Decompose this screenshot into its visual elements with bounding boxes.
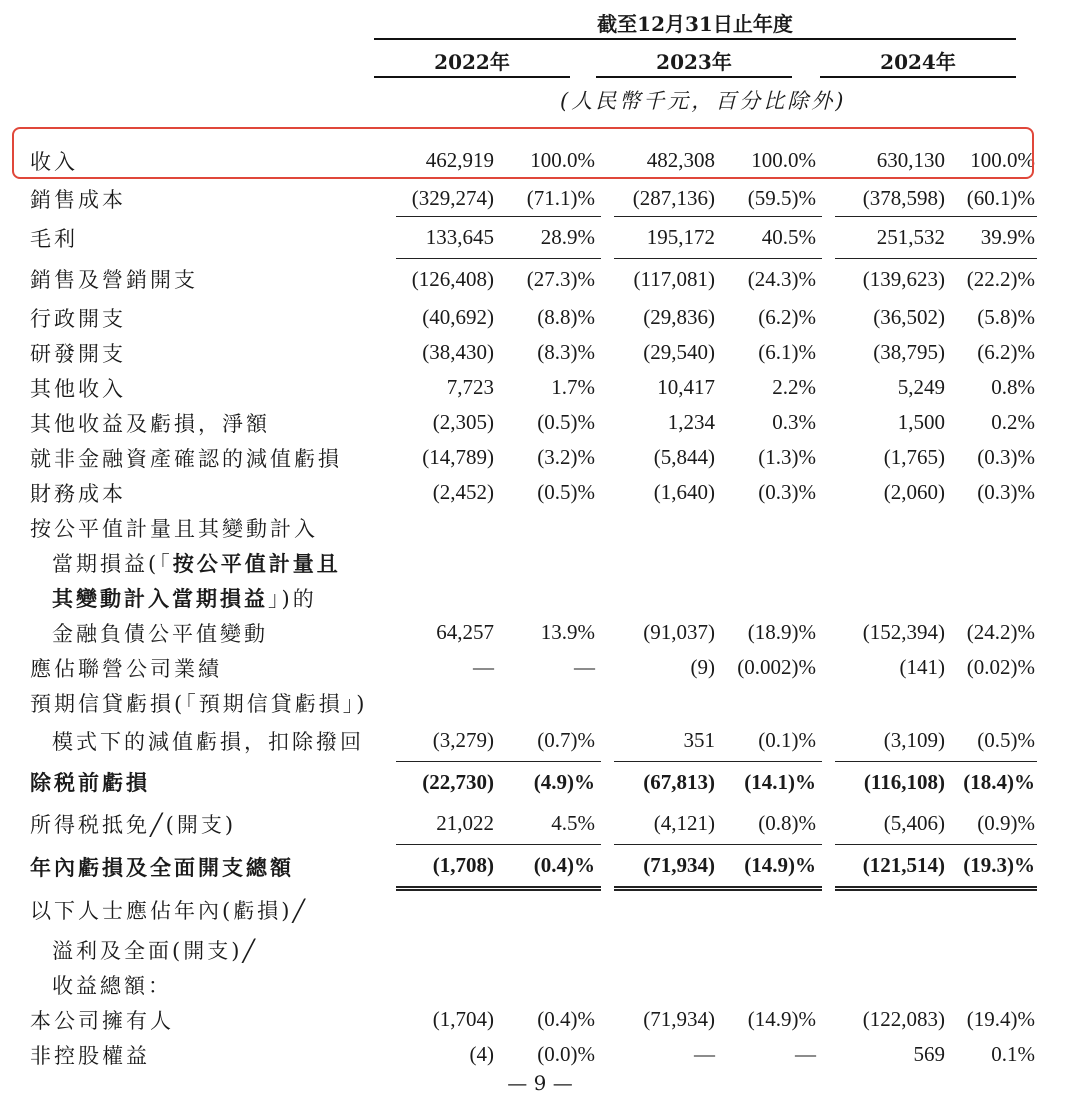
cell-2024-amount: (141)	[899, 655, 945, 679]
table-row-fvtpl-heading-2	[30, 545, 1037, 580]
cell-2023-pct: (59.5)%	[721, 181, 822, 217]
cell-2023-pct: (0.3)%	[758, 480, 816, 504]
row-label: 銷售成本	[30, 187, 126, 212]
cell-2024-pct: 39.9%	[951, 217, 1037, 259]
cell-2023-pct: (6.1)%	[758, 340, 816, 364]
cell-2024-amount: 630,130	[876, 148, 945, 172]
row-label: 金融負債公平值變動	[52, 621, 268, 646]
cell-2022-amount: (126,408)	[411, 267, 494, 291]
cell-2022-amount: 21,022	[396, 803, 500, 845]
table-row-gross-profit	[30, 217, 1037, 259]
cell-2024-pct: (22.2)%	[966, 267, 1035, 291]
cell-2024-amount: (378,598)	[835, 181, 951, 217]
table-row-associates	[30, 650, 1037, 685]
cell-2022-amount: 462,919	[425, 148, 494, 172]
cell-2023-amount: 195,172	[614, 217, 721, 259]
table-row-impairment-nonfinancial	[30, 440, 1037, 475]
cell-2024-pct: 0.8%	[991, 375, 1035, 399]
cell-2023-amount: (67,813)	[643, 770, 715, 794]
row-label: 非控股權益	[30, 1043, 150, 1068]
table-row-other-income	[30, 370, 1037, 405]
cell-2022-pct: (4.9)%	[533, 770, 595, 794]
row-label: 其他收入	[30, 376, 126, 401]
table-row-non-controlling	[30, 1037, 1037, 1072]
cell-2024-pct: (24.2)%	[966, 620, 1035, 644]
cell-2024-pct: 100.0%	[970, 148, 1035, 172]
cell-2022-amount: 133,645	[396, 217, 500, 259]
year-rule-2023	[596, 76, 792, 78]
row-label: 收入	[30, 149, 78, 174]
cell-2022-amount: (3,279)	[396, 720, 500, 762]
cell-2023-amount: (29,540)	[643, 340, 715, 364]
cell-2022-pct: (8.8)%	[537, 305, 595, 329]
row-label: 按公平值計量且其變動計入	[30, 516, 318, 541]
cell-2022-pct: (0.4)%	[537, 1007, 595, 1031]
cell-2023-pct: 0.3%	[772, 410, 816, 434]
year-header-2023: 2023年	[656, 50, 732, 74]
table-row-loss-before-tax	[30, 762, 1037, 804]
year-rule-2022	[374, 76, 570, 78]
cell-2024-pct: (6.2)%	[977, 340, 1035, 364]
row-label: 收益總額：	[52, 973, 172, 998]
row-label: 就非金融資產確認的減值虧損	[30, 446, 342, 471]
row-label: 所得税抵免╱(開支)	[30, 812, 237, 837]
table-row-attributable-heading-1	[30, 889, 1037, 933]
row-label: 銷售及營銷開支	[30, 268, 198, 293]
table-row-admin-expenses	[30, 300, 1037, 335]
row-label: 毛利	[30, 226, 78, 251]
row-label: 溢利及全面(開支)╱	[52, 938, 259, 963]
cell-2023-amount: (91,037)	[643, 620, 715, 644]
cell-2022-pct: 1.7%	[551, 375, 595, 399]
cell-2023-pct: 40.5%	[721, 217, 822, 259]
table-row-fvtpl-heading-1	[30, 510, 1037, 545]
cell-2023-amount: (5,844)	[653, 445, 715, 469]
cell-2023-pct: (14.9)%	[747, 1007, 816, 1031]
cell-2023-amount: (117,081)	[633, 267, 715, 291]
row-label: 研發開支	[30, 341, 126, 366]
cell-2022-pct: —	[574, 655, 595, 679]
cell-2022-amount: 7,723	[446, 375, 494, 399]
row-label: 年內虧損及全面開支總額	[30, 854, 294, 880]
cell-2024-pct: (19.4)%	[966, 1007, 1035, 1031]
cell-2024-amount: 251,532	[835, 217, 951, 259]
cell-2023-amount: 351	[614, 720, 721, 762]
year-rule-2024	[820, 76, 1016, 78]
income-statement-table	[30, 140, 1037, 1072]
row-label: 以下人士應佔年內(虧損)╱	[30, 899, 309, 924]
cell-2024-pct: 0.2%	[991, 410, 1035, 434]
period-heading: 截至12月31日止年度	[597, 12, 793, 36]
table-row-fvtpl	[30, 615, 1037, 650]
cell-2024-pct: (18.4)%	[963, 770, 1035, 794]
year-header-2024: 2024年	[880, 50, 956, 74]
cell-2022-pct: (0.5)%	[537, 410, 595, 434]
table-row-ecl-heading	[30, 685, 1037, 720]
table-row-fvtpl-heading-3	[30, 580, 1037, 615]
cell-2024-amount: 569	[913, 1042, 945, 1066]
row-label: 預期信貸虧損(「預期信貸虧損」)	[30, 691, 368, 716]
cell-2022-pct: (0.0)%	[537, 1042, 595, 1066]
cell-2024-pct: 0.1%	[991, 1042, 1035, 1066]
cell-2024-pct: (5.8)%	[977, 305, 1035, 329]
row-label: 本公司擁有人	[30, 1008, 174, 1033]
cell-2024-amount: (5,406)	[835, 803, 951, 845]
cell-2022-amount: (22,730)	[422, 770, 494, 794]
cell-2024-amount: (38,795)	[873, 340, 945, 364]
table-row-income-tax	[30, 803, 1037, 845]
cell-2023-amount: (4,121)	[614, 803, 721, 845]
cell-2024-amount: (1,765)	[883, 445, 945, 469]
cell-2023-amount: (287,136)	[614, 181, 721, 217]
cell-2024-pct: (0.9)%	[951, 803, 1037, 845]
cell-2023-amount: (29,836)	[643, 305, 715, 329]
row-label: 除税前虧損	[30, 770, 150, 796]
cell-2024-amount: (3,109)	[835, 720, 951, 762]
row-label: 其他收益及虧損，淨額	[30, 411, 270, 436]
cell-2022-amount: (1,708)	[396, 845, 500, 889]
cell-2024-amount: (2,060)	[883, 480, 945, 504]
cell-2023-pct: (18.9)%	[747, 620, 816, 644]
cell-2022-pct: (3.2)%	[537, 445, 595, 469]
row-label: 行政開支	[30, 306, 126, 331]
table-row-selling-expenses	[30, 259, 1037, 301]
table-row-owners	[30, 1002, 1037, 1037]
cell-2023-amount: (71,934)	[614, 845, 721, 889]
cell-2024-amount: (36,502)	[873, 305, 945, 329]
cell-2023-amount: 10,417	[657, 375, 715, 399]
cell-2022-amount: (4)	[469, 1042, 494, 1066]
cell-2023-amount: (1,640)	[653, 480, 715, 504]
cell-2022-amount: (2,305)	[432, 410, 494, 434]
unit-note: (人民幣千元，百分比除外)	[560, 89, 847, 113]
cell-2023-amount: 482,308	[646, 148, 715, 172]
cell-2023-pct: (14.1)%	[744, 770, 816, 794]
cell-2023-pct: 100.0%	[751, 148, 816, 172]
revenue-highlight-box	[12, 127, 1034, 179]
cell-2024-pct: (60.1)%	[951, 181, 1037, 217]
cell-2024-amount: (152,394)	[862, 620, 945, 644]
page-number: — 9 —	[507, 1071, 573, 1095]
cell-2022-pct: (0.5)%	[537, 480, 595, 504]
cell-2023-pct: 2.2%	[772, 375, 816, 399]
cell-2024-amount: (139,623)	[862, 267, 945, 291]
cell-2024-pct: (0.3)%	[977, 445, 1035, 469]
cell-2022-pct: 100.0%	[530, 148, 595, 172]
cell-2023-pct: (24.3)%	[747, 267, 816, 291]
cell-2023-amount: (71,934)	[643, 1007, 715, 1031]
cell-2024-amount: (116,108)	[863, 770, 945, 794]
cell-2022-amount: 64,257	[436, 620, 494, 644]
cell-2022-pct: (0.7)%	[500, 720, 601, 762]
row-label: 模式下的減值虧損，扣除撥回	[52, 729, 364, 754]
cell-2024-pct: (0.5)%	[951, 720, 1037, 762]
cell-2022-pct: 4.5%	[500, 803, 601, 845]
cell-2024-pct: (19.3)%	[951, 845, 1037, 889]
cell-2023-pct: (1.3)%	[758, 445, 816, 469]
table-row-cost-of-sales	[30, 181, 1037, 217]
row-label: 財務成本	[30, 481, 126, 506]
cell-2022-pct: (8.3)%	[537, 340, 595, 364]
cell-2023-pct: (0.8)%	[721, 803, 822, 845]
cell-2024-amount: (122,083)	[862, 1007, 945, 1031]
cell-2022-pct: (0.4)%	[500, 845, 601, 889]
cell-2022-amount: —	[473, 655, 494, 679]
row-label: 其變動計入當期損益」)的	[52, 585, 317, 611]
cell-2024-pct: (0.3)%	[977, 480, 1035, 504]
cell-2023-amount: (9)	[690, 655, 715, 679]
table-row-attributable-heading-3	[30, 967, 1037, 1002]
cell-2022-pct: (27.3)%	[526, 267, 595, 291]
cell-2022-amount: (1,704)	[432, 1007, 494, 1031]
cell-2023-pct: (14.9)%	[721, 845, 822, 889]
cell-2022-amount: (329,274)	[396, 181, 500, 217]
cell-2024-pct: (0.02)%	[966, 655, 1035, 679]
table-row-other-gains	[30, 405, 1037, 440]
cell-2022-amount: (40,692)	[422, 305, 494, 329]
cell-2022-amount: (2,452)	[432, 480, 494, 504]
cell-2023-pct: (0.002)%	[737, 655, 816, 679]
row-label: 當期損益(「按公平值計量且	[52, 550, 341, 576]
cell-2024-amount: 1,500	[897, 410, 945, 434]
cell-2022-amount: (14,789)	[422, 445, 494, 469]
table-row-finance-costs	[30, 475, 1037, 510]
cell-2022-pct: 28.9%	[500, 217, 601, 259]
table-row-total-loss	[30, 845, 1037, 889]
cell-2024-amount: (121,514)	[835, 845, 951, 889]
cell-2023-amount: —	[694, 1042, 715, 1066]
period-rule	[374, 38, 1016, 40]
table-row-attributable-heading-2	[30, 932, 1037, 967]
table-row-rd-expenses	[30, 335, 1037, 370]
cell-2023-pct: (0.1)%	[721, 720, 822, 762]
cell-2022-amount: (38,430)	[422, 340, 494, 364]
cell-2023-amount: 1,234	[667, 410, 715, 434]
row-label: 應佔聯營公司業績	[30, 656, 222, 681]
table-row-ecl	[30, 720, 1037, 762]
cell-2023-pct: (6.2)%	[758, 305, 816, 329]
cell-2024-amount: 5,249	[897, 375, 945, 399]
cell-2022-pct: (71.1)%	[500, 181, 601, 217]
cell-2022-pct: 13.9%	[540, 620, 595, 644]
year-header-2022: 2022年	[434, 50, 510, 74]
cell-2023-pct: —	[795, 1042, 816, 1066]
